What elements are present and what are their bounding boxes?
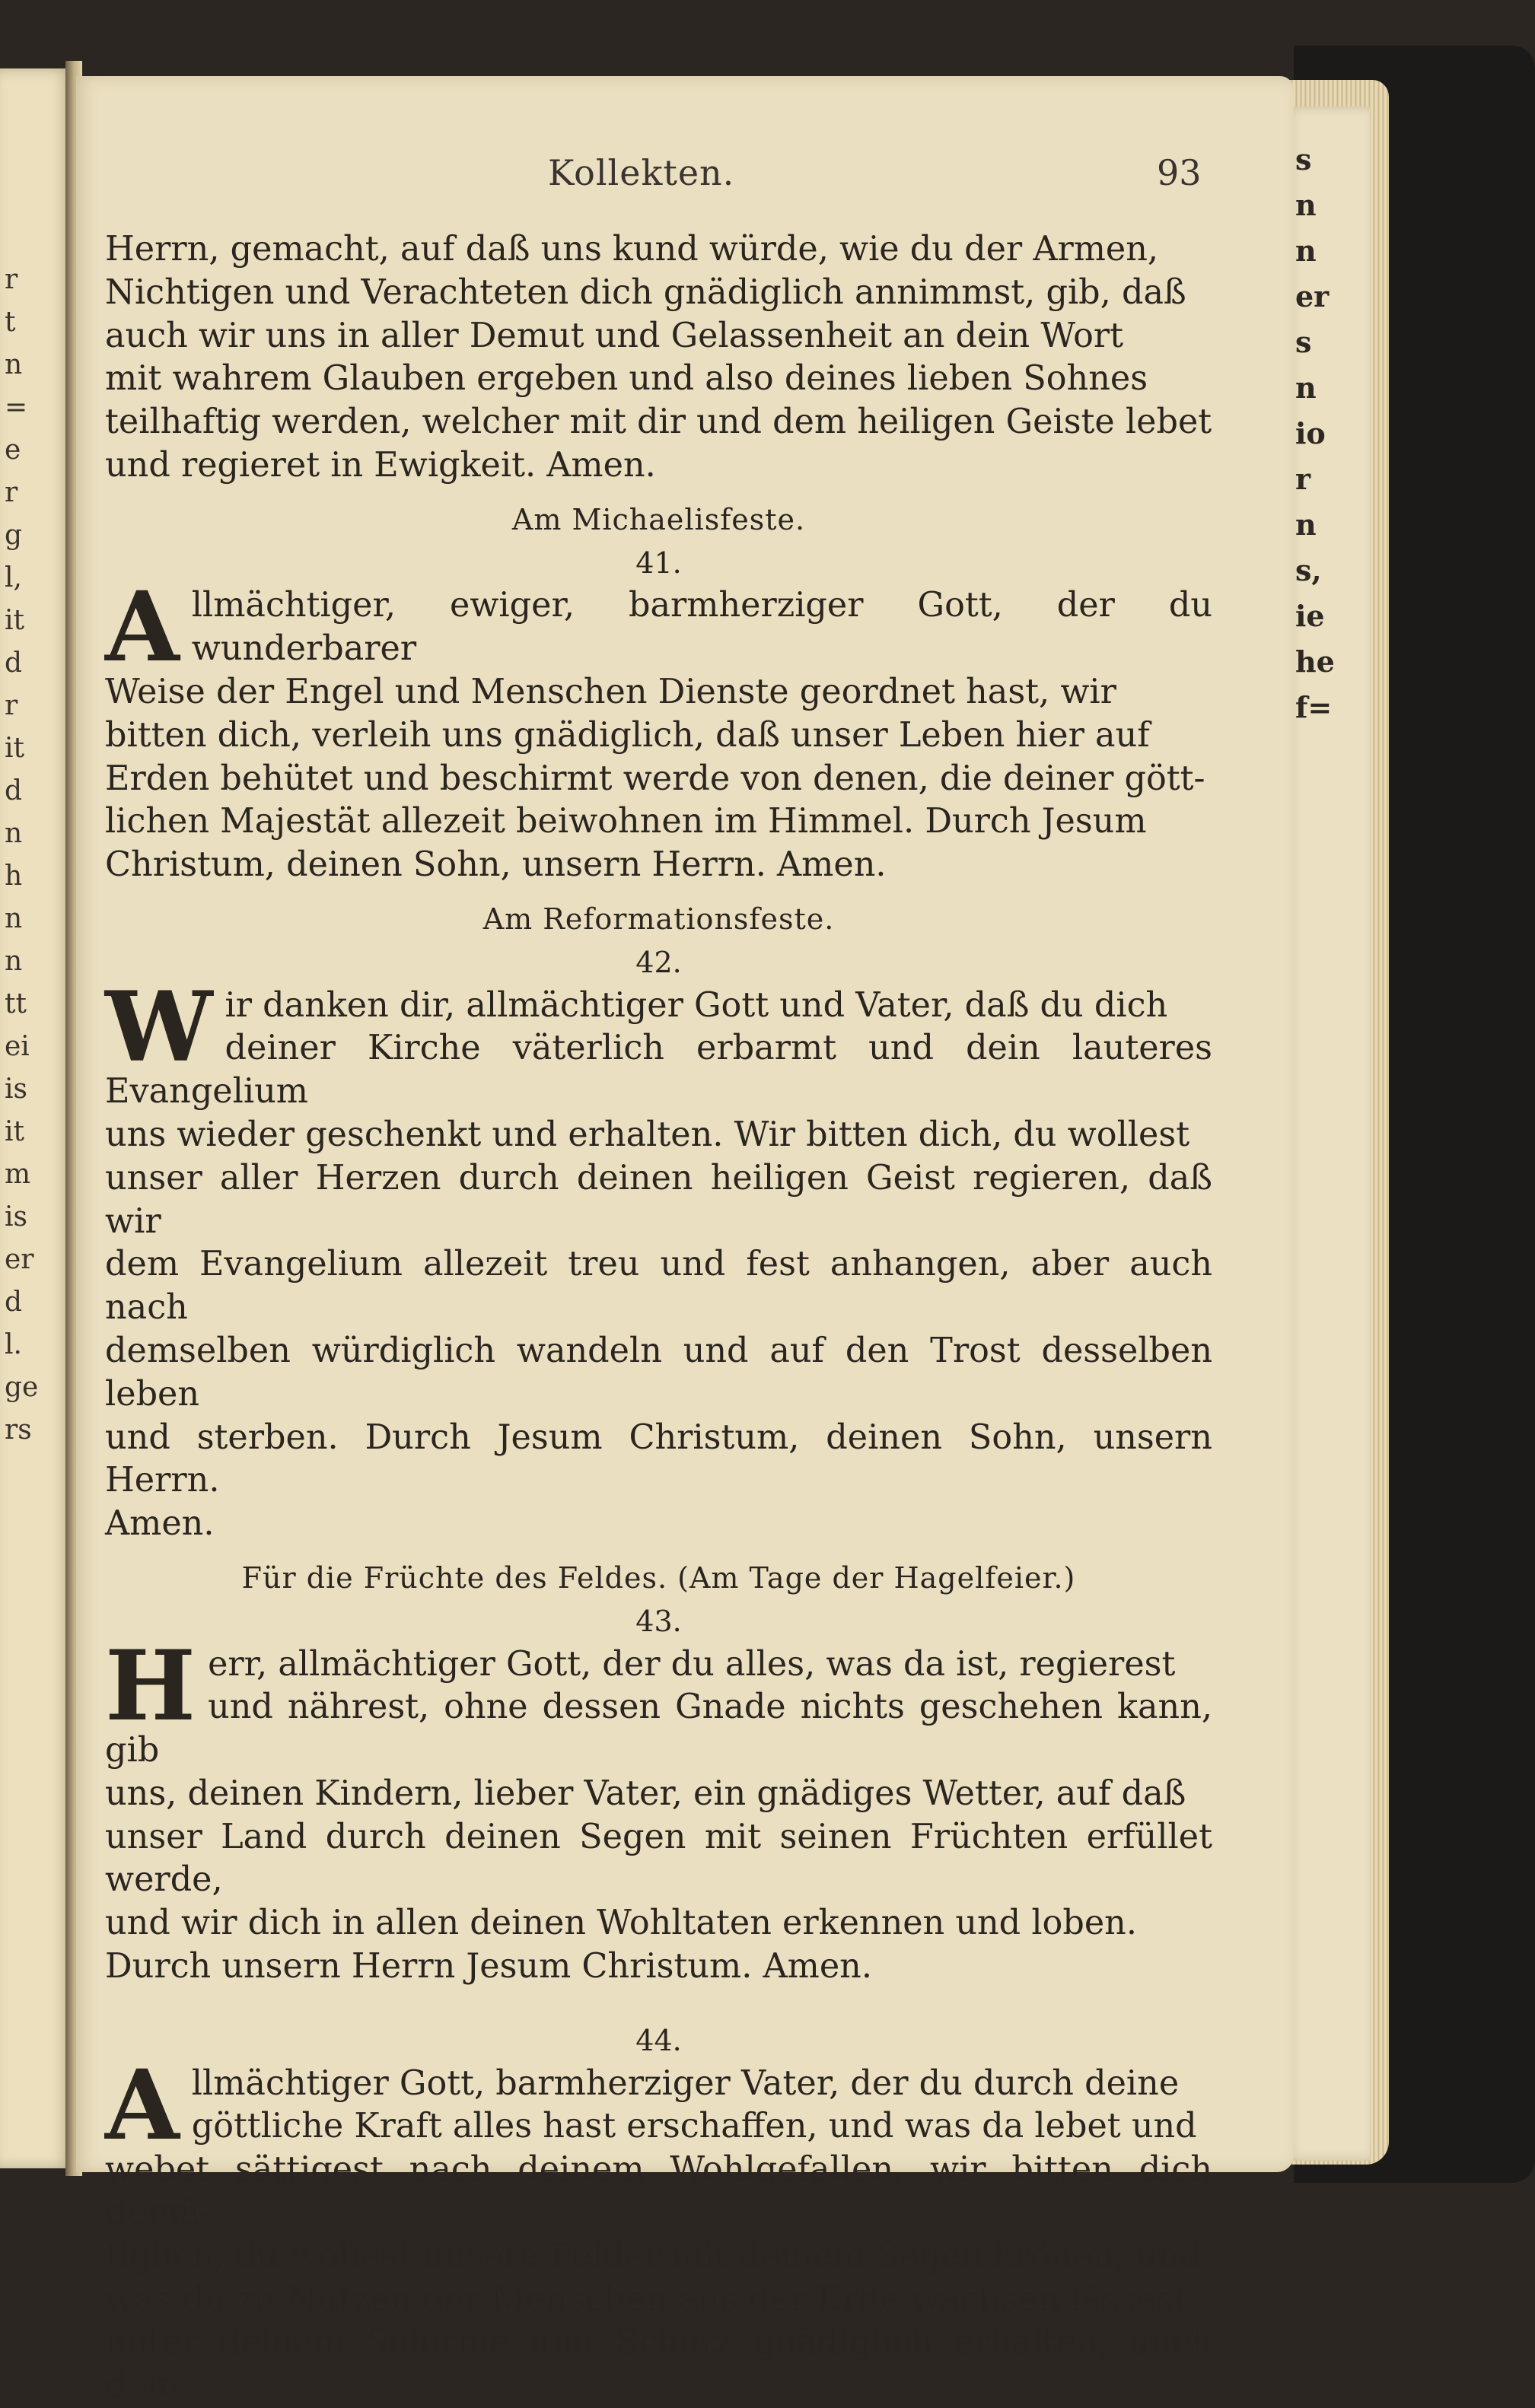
margin-fragment: n bbox=[5, 818, 23, 849]
text-line: tiglich, du wollest unsere Felder mit deinem Segen krönen, und bbox=[105, 2236, 1202, 2276]
text-line: dem Evangelium allezeit treu und fest anhangen, aber auch nach bbox=[105, 1245, 1212, 1328]
text-line: uns wieder geschenkt und erhalten. Wir bitten dich, du wollest bbox=[105, 1115, 1190, 1154]
prayer-heading: Für die Früchte des Feldes. (Am Tage der Hagelfeier.) bbox=[241, 1560, 1076, 1595]
margin-fragment: m bbox=[5, 1159, 31, 1190]
margin-fragment: er bbox=[1295, 279, 1330, 313]
margin-fragment: it bbox=[5, 605, 24, 636]
page-number: 93 bbox=[1157, 152, 1202, 193]
prayer-heading: Am Reformationsfeste. bbox=[482, 902, 835, 936]
text-line: unser Land durch deinen Segen mit seinen Früchten erfüllet werde, bbox=[105, 1817, 1212, 1900]
margin-fragment: r bbox=[5, 264, 18, 295]
text-line: demselben würdiglich wandeln und auf den Trost desselben leben bbox=[105, 1331, 1212, 1414]
running-title: Kollekten. bbox=[548, 152, 735, 193]
margin-fragment: n bbox=[5, 946, 23, 977]
margin-fragment: e bbox=[5, 434, 21, 466]
text-line: Erden behütet und beschirmt werde von denen, die deiner gött- bbox=[105, 759, 1205, 798]
text-line: Nichtigen und Verachteten dich gnädiglich annimmst, gib, daß bbox=[105, 272, 1186, 312]
text-line: llmächtiger, ewiger, barmherziger Gott, der du wunderbarer bbox=[191, 586, 1212, 669]
prayer-heading: Am Michaelisfeste. bbox=[511, 502, 806, 536]
text-line: Christum, deinen Sohn, unsern Herrn. Amen. bbox=[105, 845, 887, 885]
prayer-number: 42. bbox=[635, 945, 682, 979]
prayer-number: 44. bbox=[635, 2023, 682, 2057]
margin-fragment: it bbox=[5, 733, 24, 764]
text-line: und wir dich in allen deinen Wohltaten erkennen und loben. bbox=[105, 1904, 1137, 1943]
text-line: unser aller Herzen durch deinen heiligen Geist regieren, daß wir bbox=[105, 1158, 1212, 1241]
prayer-41 bbox=[105, 571, 1212, 887]
margin-fragment: r bbox=[5, 477, 18, 508]
text-line: und sterben. Durch Jesum Christum, deinen Sohn, unsern Herrn. bbox=[105, 1417, 1212, 1500]
text-line: und nährest, ohne dessen Gnade nichts geschehen kann, gib bbox=[105, 1688, 1212, 1770]
margin-fragment: io bbox=[1295, 416, 1326, 450]
text-line: webet sättigest nach deinem Wohlgefallen, wir bitten dich demü- bbox=[105, 2150, 1212, 2233]
text-line: unter deinem Schirme und Schutz gnädiglich erhalten, auch dein bbox=[105, 2323, 1212, 2406]
margin-fragment: s, bbox=[1295, 553, 1322, 587]
margin-fragment: f= bbox=[1295, 690, 1333, 724]
prayer-44 bbox=[105, 2048, 1212, 2408]
text-line: err, allmächtiger Gott, der du alles, was da ist, regierest bbox=[208, 1644, 1176, 1684]
margin-fragment: is bbox=[5, 1201, 27, 1233]
margin-fragment: it bbox=[5, 1116, 24, 1147]
drop-cap: A bbox=[105, 2048, 180, 2161]
text-line: was du zu Nutzen der Menschen aus der Erde wachsen lässest, bbox=[105, 2279, 1199, 2319]
text-line: Durch unsern Herrn Jesum Christum. Amen. bbox=[105, 1947, 872, 1987]
page-header bbox=[0, 152, 1535, 198]
prayer-43 bbox=[105, 1629, 1212, 1989]
text-line: göttliche Kraft alles hast erschaffen, und was da lebet und bbox=[191, 2107, 1197, 2146]
text-line: Amen. bbox=[105, 1504, 215, 1544]
margin-fragment: d bbox=[5, 1287, 23, 1318]
text-line: mit wahrem Glauben ergeben und also deines lieben Sohnes bbox=[105, 359, 1148, 399]
margin-fragment: n bbox=[1295, 371, 1317, 405]
margin-fragment: n bbox=[5, 903, 23, 934]
prayer-42 bbox=[105, 970, 1212, 1546]
drop-cap: H bbox=[105, 1629, 196, 1742]
text-line: deiner Kirche väterlich erbarmt und dein lauteres Evangelium bbox=[105, 1029, 1212, 1112]
text-line: teilhaftig werden, welcher mit dir und dem heiligen Geiste lebet bbox=[105, 402, 1212, 442]
margin-fragment: is bbox=[5, 1074, 27, 1105]
text-line: bitten dich, verleih uns gnädiglich, daß unser Leben hier auf bbox=[105, 715, 1150, 755]
drop-cap: A bbox=[105, 571, 180, 684]
previous-page bbox=[0, 68, 72, 2168]
margin-fragment: ge bbox=[5, 1372, 39, 1403]
margin-fragment: l, bbox=[5, 562, 22, 593]
margin-fragment: r bbox=[5, 690, 18, 721]
next-page-margin-text bbox=[1295, 137, 1364, 730]
margin-fragment: er bbox=[5, 1244, 34, 1275]
margin-fragment: = bbox=[5, 392, 28, 423]
margin-fragment: r bbox=[1295, 462, 1311, 496]
margin-fragment: t bbox=[5, 307, 16, 338]
margin-fragment: tt bbox=[5, 988, 27, 1020]
margin-fragment: n bbox=[1295, 234, 1317, 268]
margin-fragment: l. bbox=[5, 1329, 22, 1360]
text-line: ir danken dir, allmächtiger Gott und Vater, daß du dich bbox=[225, 985, 1168, 1025]
margin-fragment: d bbox=[5, 775, 23, 806]
margin-fragment: s bbox=[1295, 142, 1312, 177]
margin-fragment: he bbox=[1295, 644, 1335, 679]
margin-fragment: n bbox=[1295, 188, 1317, 222]
prayer-number: 41. bbox=[635, 546, 682, 580]
prayer-number: 43. bbox=[635, 1604, 682, 1638]
drop-cap: W bbox=[105, 970, 213, 1083]
margin-fragment: g bbox=[5, 520, 23, 551]
margin-fragment: ei bbox=[5, 1031, 30, 1062]
text-line: auch wir uns in aller Demut und Gelassenheit an dein Wort bbox=[105, 316, 1124, 355]
intro-paragraph bbox=[105, 228, 1212, 488]
text-line: lichen Majestät allezeit beiwohnen im Himmel. Durch Jesum bbox=[105, 802, 1147, 841]
text-line: Herrn, gemacht, auf daß uns kund würde, wie du der Armen, bbox=[105, 230, 1159, 269]
margin-fragment: rs bbox=[5, 1414, 32, 1446]
margin-fragment: n bbox=[1295, 507, 1317, 542]
margin-fragment: n bbox=[5, 349, 23, 380]
margin-fragment: ie bbox=[1295, 599, 1325, 633]
margin-fragment: h bbox=[5, 860, 23, 892]
text-line: Weise der Engel und Menschen Dienste geordnet hast, wir bbox=[105, 672, 1116, 711]
text-line: uns, deinen Kindern, lieber Vater, ein gnädiges Wetter, auf daß bbox=[105, 1773, 1186, 1813]
text-line: und regieret in Ewigkeit. Amen. bbox=[105, 445, 656, 485]
page-body bbox=[105, 228, 1212, 2408]
margin-fragment: d bbox=[5, 647, 23, 679]
margin-fragment: s bbox=[1295, 325, 1312, 359]
previous-page-margin-text bbox=[5, 259, 65, 1452]
text-line: llmächtiger Gott, barmherziger Vater, der du durch deine bbox=[191, 2063, 1180, 2103]
